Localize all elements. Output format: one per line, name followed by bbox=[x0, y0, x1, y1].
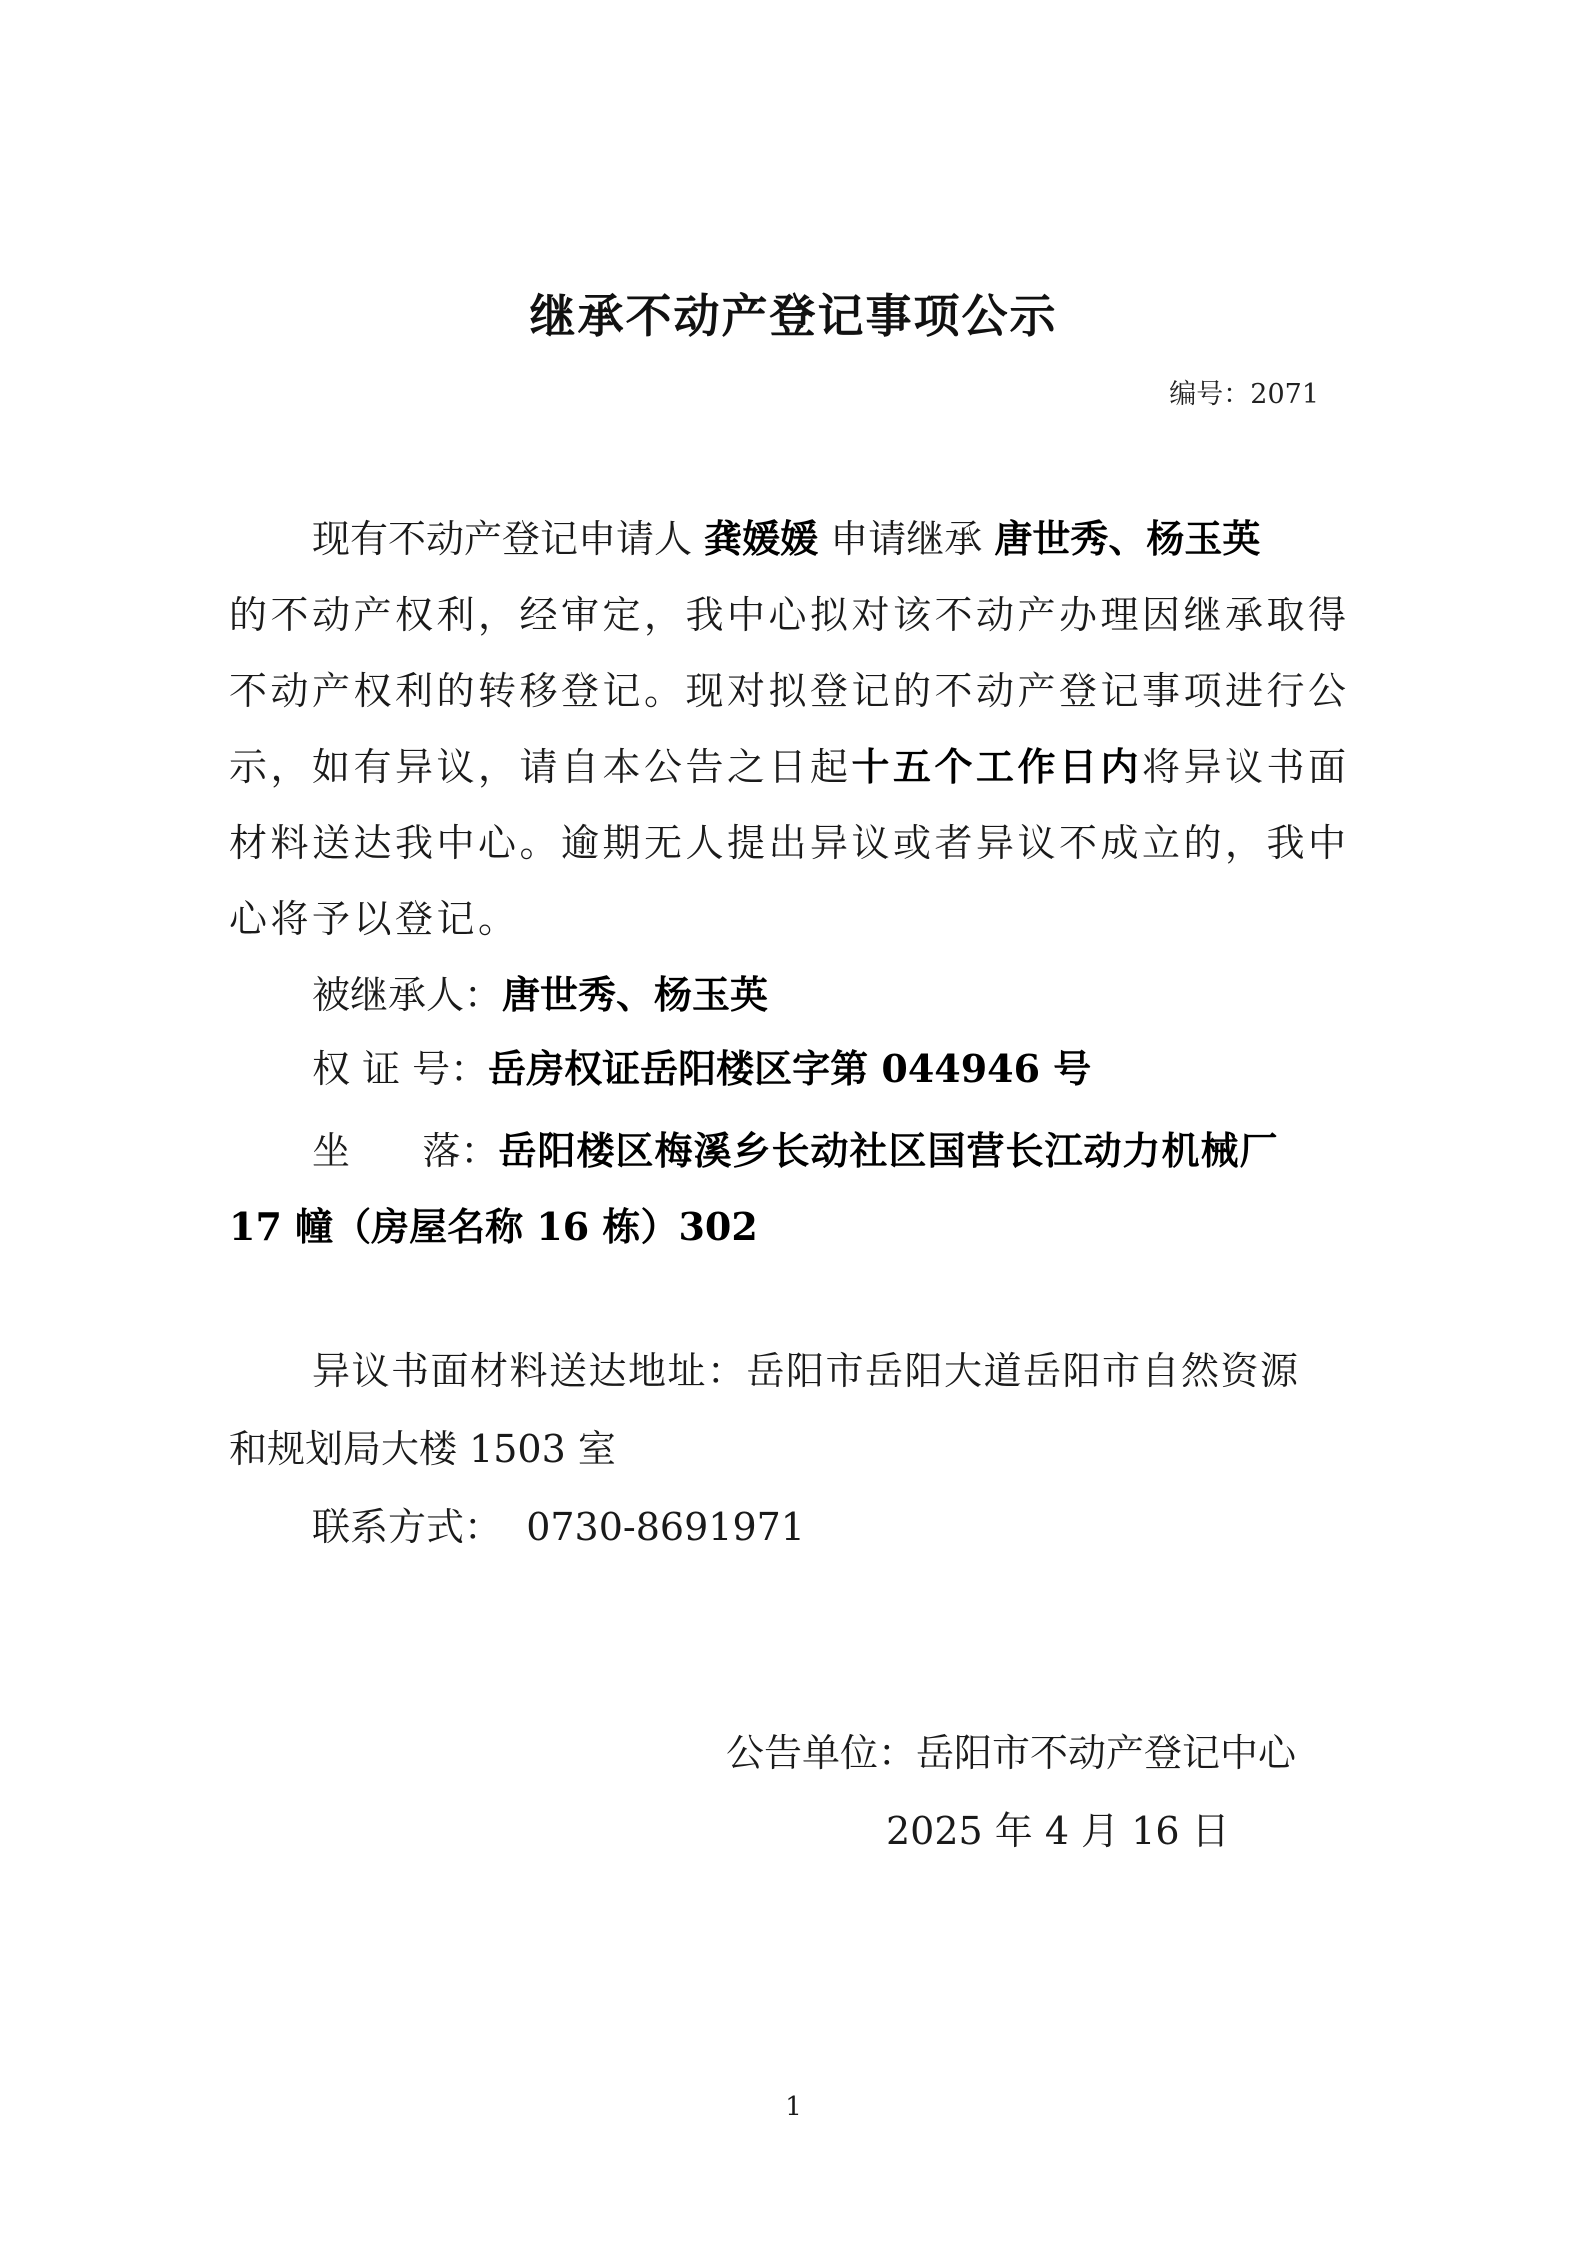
unit-name: 岳阳市不动产登记中心 bbox=[916, 1731, 1297, 1775]
cert-row bbox=[312, 1038, 1091, 1093]
para-line-6: 心将予以登记。 bbox=[229, 897, 520, 941]
objection-address-line-2: 和规划局大楼 1503 室 bbox=[229, 1427, 616, 1471]
notice-title: 继承不动产登记事项公示 bbox=[529, 289, 1058, 343]
para-text: 申请继承 bbox=[830, 517, 983, 561]
para-line-1 bbox=[312, 508, 1260, 563]
signature-unit bbox=[726, 1722, 1296, 1777]
decedent-names: 唐世秀、杨玉英 bbox=[994, 516, 1261, 561]
location-row bbox=[312, 1120, 1279, 1175]
contact-phone: 0730-8691971 bbox=[526, 1505, 805, 1549]
location-value-2: 17 幢（房屋名称 16 栋）302 bbox=[229, 1204, 758, 1249]
para-text: 示，如有异议，请自本公告之日起 bbox=[229, 745, 852, 789]
para-text: 现有不动产登记申请人 bbox=[312, 517, 693, 561]
applicant-name: 龚媛媛 bbox=[704, 516, 819, 561]
page-number: 1 bbox=[785, 2092, 802, 2122]
inheritee-label: 被继承人： bbox=[312, 973, 503, 1017]
objection-period: 十五个工作日内 bbox=[851, 744, 1143, 789]
para-line-3: 不动产权利的转移登记。现对拟登记的不动产登记事项进行公 bbox=[229, 669, 1350, 713]
para-text: 将异议书面 bbox=[1142, 745, 1350, 789]
location-label: 坐 落： bbox=[312, 1129, 499, 1173]
location-value-1: 岳阳楼区梅溪乡长动社区国营长江动力机械厂 bbox=[498, 1128, 1279, 1173]
para-line-2: 的不动产权利，经审定，我中心拟对该不动产办理因继承取得 bbox=[229, 593, 1350, 637]
cert-value: 岳房权证岳阳楼区字第 044946 号 bbox=[488, 1046, 1092, 1091]
para-line-5: 材料送达我中心。逾期无人提出异议或者异议不成立的，我中 bbox=[229, 821, 1350, 865]
notice-date: 2025 年 4 月 16 日 bbox=[886, 1809, 1230, 1853]
inheritee-value: 唐世秀、杨玉英 bbox=[502, 972, 769, 1017]
inheritee-row bbox=[312, 964, 768, 1019]
cert-label: 权 证 号： bbox=[312, 1047, 489, 1091]
objection-address-line-1: 异议书面材料送达地址：岳阳市岳阳大道岳阳市自然资源 bbox=[312, 1349, 1300, 1393]
unit-label: 公告单位： bbox=[726, 1731, 917, 1775]
contact-row bbox=[312, 1496, 805, 1551]
contact-label: 联系方式： bbox=[312, 1505, 503, 1549]
para-line-4 bbox=[229, 736, 1350, 791]
document-number: 编号：2071 bbox=[1169, 379, 1319, 410]
